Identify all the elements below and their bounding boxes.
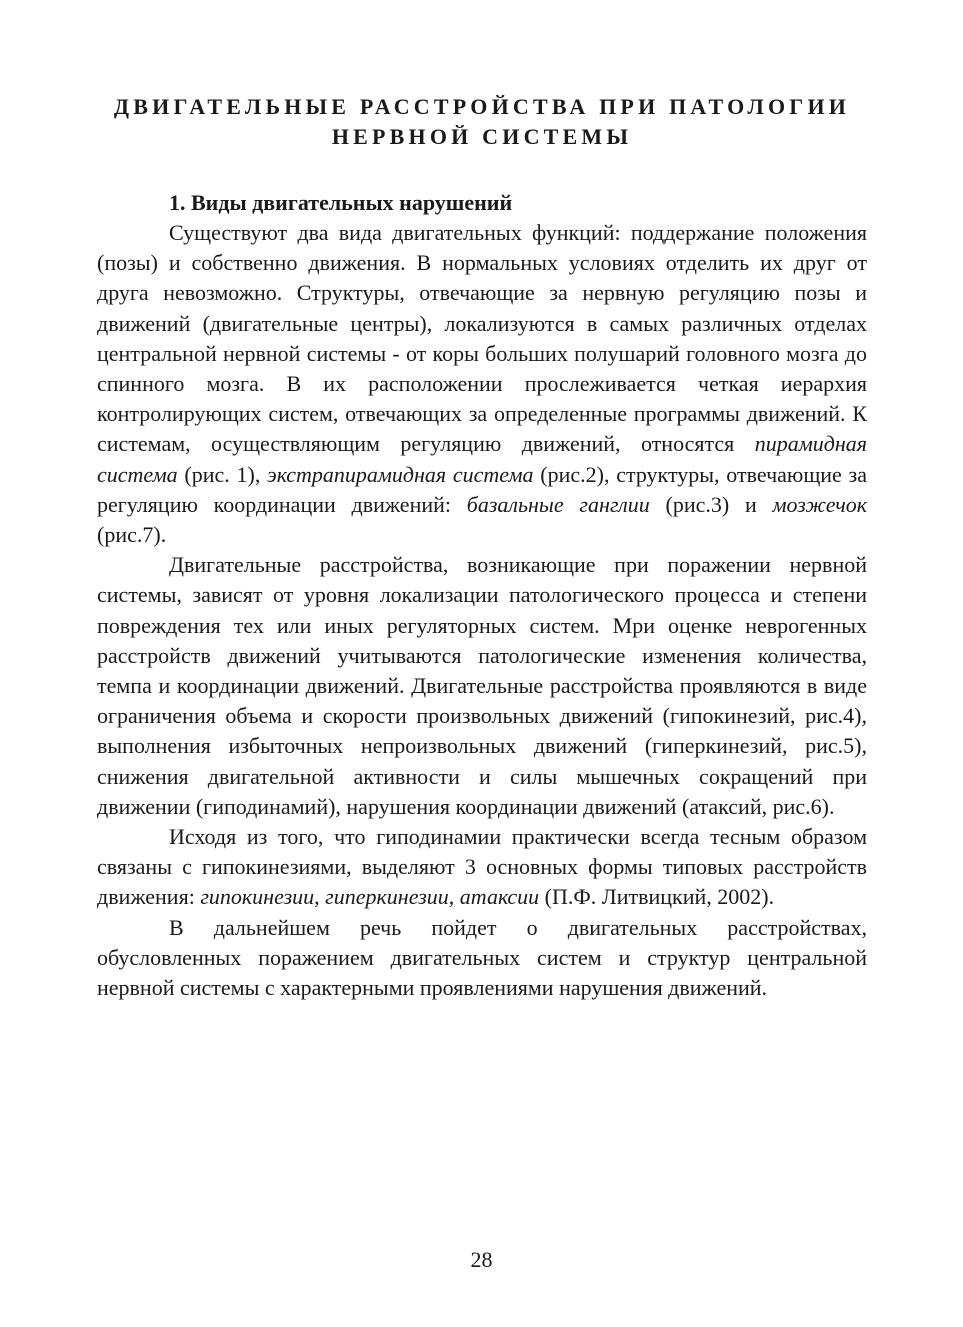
term-hypokinesia: гипокинезии [200, 884, 315, 910]
paragraph-1-text-2: (рис. 1), [177, 461, 268, 487]
paragraph-1-text-4: (рис.3) и [649, 491, 773, 517]
chapter-title [97, 92, 867, 152]
term-ataxia: атаксии [459, 884, 540, 910]
page-number: 28 [470, 1247, 493, 1272]
term-hyperkinesia: гиперкинезии [325, 884, 449, 910]
paragraph-3-text-4: (П.Ф. Литвицкий, 2002). [539, 884, 775, 910]
paragraph-1 [97, 218, 867, 550]
document-page [97, 92, 867, 1003]
paragraph-3-text-3: , [448, 884, 460, 910]
paragraph-1-text-5: (рис.7). [97, 522, 167, 548]
term-basal-ganglia: базальные ганглии [466, 491, 650, 517]
paragraph-3-text-2: , [314, 884, 326, 910]
paragraph-3-text-1: Исходя из того, что гиподинамии практически всегда тесным образом связаны с гипокинезиями, выделяют 3 основных формы типовых расстройств движения: [97, 824, 867, 910]
paragraph-3 [97, 822, 867, 913]
paragraph-1-text-3: (рис.2), структуры, отвечающие за регуляцию координации движений: [97, 461, 867, 517]
chapter-title-line-1: ДВИГАТЕЛЬНЫЕ РАССТРОЙСТВА ПРИ ПАТОЛОГИИ [113, 94, 851, 119]
paragraph-4: В дальнейшем речь пойдет о двигательных расстройствах, обусловленных поражением двигательных систем и структур центральной нервной системы с характерными проявлениями нарушения движений. [97, 914, 867, 1001]
term-cerebellum: мозжечок [772, 491, 867, 517]
paragraph-1-text-1: Существуют два вида двигательных функций: поддержание положения (позы) и собственно движения. В нормальных условиях отделить их друг от друга невозможно. Структуры, отвечающие за нервную регуляцию позы и движений (двигательные центры), локализуются в самых различных отделах центральной нервной системы - от коры больших полушарий головного мозга до спинного мозга. В их расположении прослеживается четкая иерархия контролирующих систем, отвечающих за определенные программы движений. К системам, осуществляющим регуляцию движений, относятся [97, 220, 867, 457]
paragraph-2: Двигательные расстройства, возникающие при поражении нервной системы, зависят от уровня локализации патологического процесса и степени повреждения тех или иных регуляторных систем. Мри оценке неврогенных расстройств движений учитываются патологические изменения количества, темпа и координации движений. Двигательные расстройства проявляются в виде ограничения объема и скорости произвольных движений (гипокинезий, рис.4), выполнения избыточных непроизвольных движений (гиперкинезий, рис.5), снижения двигательной активности и силы мышечных сокращений при движении (гиподинамий), нарушения координации движений (атаксий, рис.6). [97, 552, 867, 819]
term-pyramidal-system: пирамидная система [97, 431, 867, 487]
term-extrapyramidal-system: экстрапирамидная система [267, 461, 534, 487]
section-heading: 1. Виды двигательных нарушений [169, 190, 513, 215]
chapter-title-line-2: НЕРВНОЙ СИСТЕМЫ [331, 124, 633, 149]
